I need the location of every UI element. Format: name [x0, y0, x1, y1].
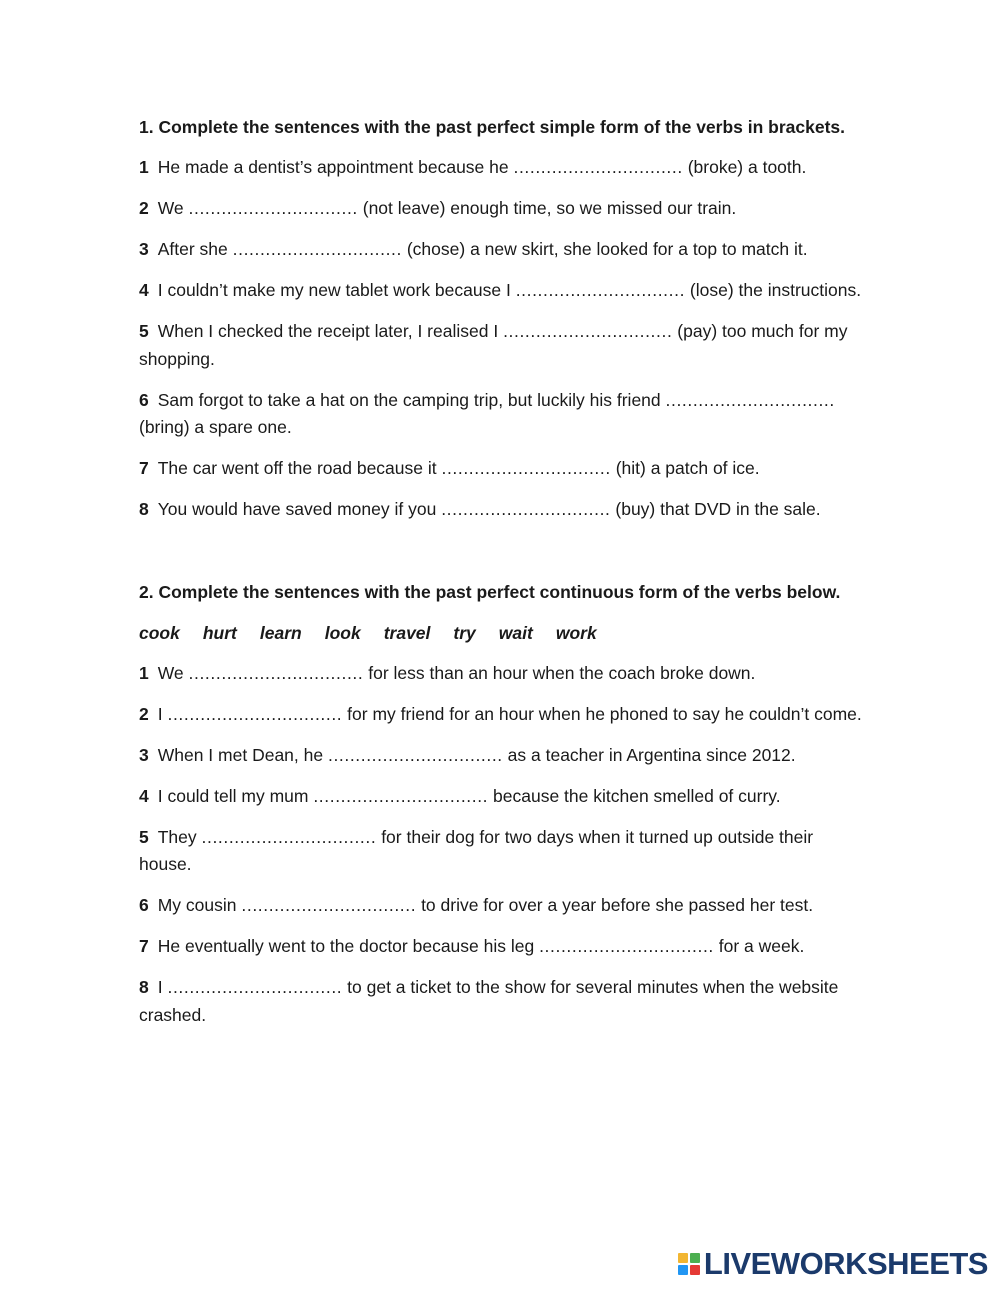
sentence-number: 5 — [139, 826, 149, 847]
section1-sentence-4 — [139, 277, 864, 305]
section2-sentence-4 — [139, 783, 864, 811]
section2-sentence-7 — [139, 933, 864, 961]
sentence-number: 7 — [139, 936, 149, 956]
section1-sentence-2 — [139, 195, 864, 223]
word-bank-item: travel — [383, 622, 431, 643]
sentence-text-after: because the kitchen smelled of curry. — [493, 785, 781, 806]
logo-tile — [690, 1265, 700, 1275]
sentence-text-after: (broke) a tooth. — [687, 157, 807, 177]
answer-blank[interactable]: ............................... — [665, 389, 835, 410]
sentence-number: 2 — [139, 703, 149, 724]
word-bank-item: try — [453, 622, 476, 643]
sentence-text-before: We — [157, 662, 184, 683]
sentence-number: 4 — [139, 280, 149, 300]
sentence-number: 4 — [139, 785, 149, 806]
answer-blank[interactable]: ................................ — [167, 703, 343, 724]
sentence-text-before: My cousin — [157, 895, 237, 915]
section-2-items — [139, 660, 864, 1030]
liveworksheets-logo — [678, 1246, 988, 1282]
sentence-text-after: (chose) a new skirt, she looked for a top to match it. — [406, 239, 808, 259]
sentence-text-after: (bring) a spare one. — [139, 417, 292, 437]
sentence-text-before: He eventually went to the doctor because his leg — [157, 936, 535, 956]
sentence-number: 8 — [139, 977, 149, 997]
sentence-number: 6 — [139, 895, 149, 915]
answer-blank[interactable]: ............................... — [503, 321, 673, 341]
sentence-text-before: Sam forgot to take a hat on the camping trip, but luckily his friend — [157, 389, 661, 410]
section-1-items — [139, 154, 864, 524]
sentence-text-after: to drive for over a year before she passed her test. — [421, 895, 814, 915]
section-1-heading: 1. Complete the sentences with the past perfect simple form of the verbs in brackets. — [139, 117, 846, 137]
sentence-text-before: When I checked the receipt later, I realised I — [157, 321, 499, 341]
section1-sentence-3 — [139, 236, 864, 264]
answer-blank[interactable]: ................................ — [241, 895, 417, 915]
word-bank-item: wait — [498, 622, 533, 643]
sentence-text-before: I — [157, 977, 163, 997]
sentence-text-after: to get a ticket to the show for several minutes when the website crashed. — [139, 977, 839, 1025]
answer-blank[interactable]: ................................ — [327, 744, 503, 765]
word-bank-item: learn — [259, 622, 302, 643]
sentence-text-after: for less than an hour when the coach broke down. — [368, 662, 756, 683]
section1-sentence-8 — [139, 496, 864, 524]
sentence-number: 2 — [139, 198, 149, 218]
word-bank — [139, 619, 864, 647]
sentence-text-after: (hit) a patch of ice. — [615, 458, 760, 478]
section1-sentence-5 — [139, 318, 864, 373]
section1-sentence-6 — [139, 387, 864, 442]
word-bank-item: look — [324, 622, 361, 643]
sentence-number: 8 — [139, 499, 149, 519]
sentence-text-before: When I met Dean, he — [157, 744, 324, 765]
sentence-text-after: (not leave) enough time, so we missed our train. — [362, 198, 737, 218]
answer-blank[interactable]: ............................... — [441, 458, 611, 478]
answer-blank[interactable]: ............................... — [441, 499, 611, 519]
sentence-number: 5 — [139, 321, 149, 341]
word-bank-item: cook — [139, 622, 180, 643]
sentence-text-after: for a week. — [718, 936, 805, 956]
section-2 — [139, 578, 864, 1030]
answer-blank[interactable]: ............................... — [188, 198, 358, 218]
sentence-text-before: We — [157, 198, 184, 218]
answer-blank[interactable]: ............................... — [515, 280, 686, 300]
sentence-text-before: The car went off the road because it — [157, 458, 437, 478]
section1-sentence-1 — [139, 154, 864, 182]
logo-icon — [678, 1253, 700, 1275]
answer-blank[interactable]: ................................ — [201, 826, 377, 847]
logo-tile — [678, 1253, 688, 1263]
sentence-number: 1 — [139, 157, 149, 177]
logo-text: LIVEWORKSHEETS — [703, 1246, 988, 1281]
sentence-text-before: After she — [157, 239, 228, 259]
sentence-number: 1 — [139, 662, 149, 683]
sentence-text-before: You would have saved money if you — [157, 499, 437, 519]
sentence-text-before: He made a dentist’s appointment because he — [157, 157, 509, 177]
section1-sentence-7 — [139, 455, 864, 483]
sentence-text-before: I could tell my mum — [157, 785, 309, 806]
answer-blank[interactable]: ............................... — [513, 157, 683, 177]
sentence-number: 6 — [139, 389, 149, 410]
worksheet-page — [139, 113, 864, 1043]
sentence-text-before: They — [157, 826, 197, 847]
word-bank-item: hurt — [202, 622, 237, 643]
sentence-text-before: I couldn’t make my new tablet work because I — [157, 280, 511, 300]
logo-tile — [678, 1265, 688, 1275]
answer-blank[interactable]: ................................ — [539, 936, 714, 956]
sentence-number: 3 — [139, 239, 149, 259]
word-bank-item: work — [555, 622, 597, 643]
logo-tile — [690, 1253, 700, 1263]
answer-blank[interactable]: ................................ — [188, 662, 364, 683]
answer-blank[interactable]: ............................... — [232, 239, 402, 259]
section2-sentence-1 — [139, 660, 864, 688]
section2-sentence-5 — [139, 824, 864, 879]
answer-blank[interactable]: ................................ — [167, 977, 343, 997]
sentence-text-after: (buy) that DVD in the sale. — [615, 499, 821, 519]
section-2-heading: 2. Complete the sentences with the past perfect continuous form of the verbs below. — [139, 581, 841, 602]
sentence-number: 7 — [139, 458, 149, 478]
section2-sentence-2 — [139, 701, 864, 729]
sentence-text-after: as a teacher in Argentina since 2012. — [507, 744, 796, 765]
sentence-text-before: I — [157, 703, 163, 724]
section-1 — [139, 113, 864, 524]
answer-blank[interactable]: ................................ — [313, 785, 489, 806]
section2-sentence-6 — [139, 892, 864, 920]
sentence-text-after: for their dog for two days when it turned up outside their house. — [139, 826, 814, 874]
sentence-text-after: (lose) the instructions. — [689, 280, 862, 300]
sentence-text-after: (pay) too much for my shopping. — [139, 321, 848, 369]
sentence-text-after: for my friend for an hour when he phoned to say he couldn’t come. — [347, 703, 862, 724]
sentence-number: 3 — [139, 744, 149, 765]
section2-sentence-8 — [139, 974, 864, 1029]
section2-sentence-3 — [139, 742, 864, 770]
